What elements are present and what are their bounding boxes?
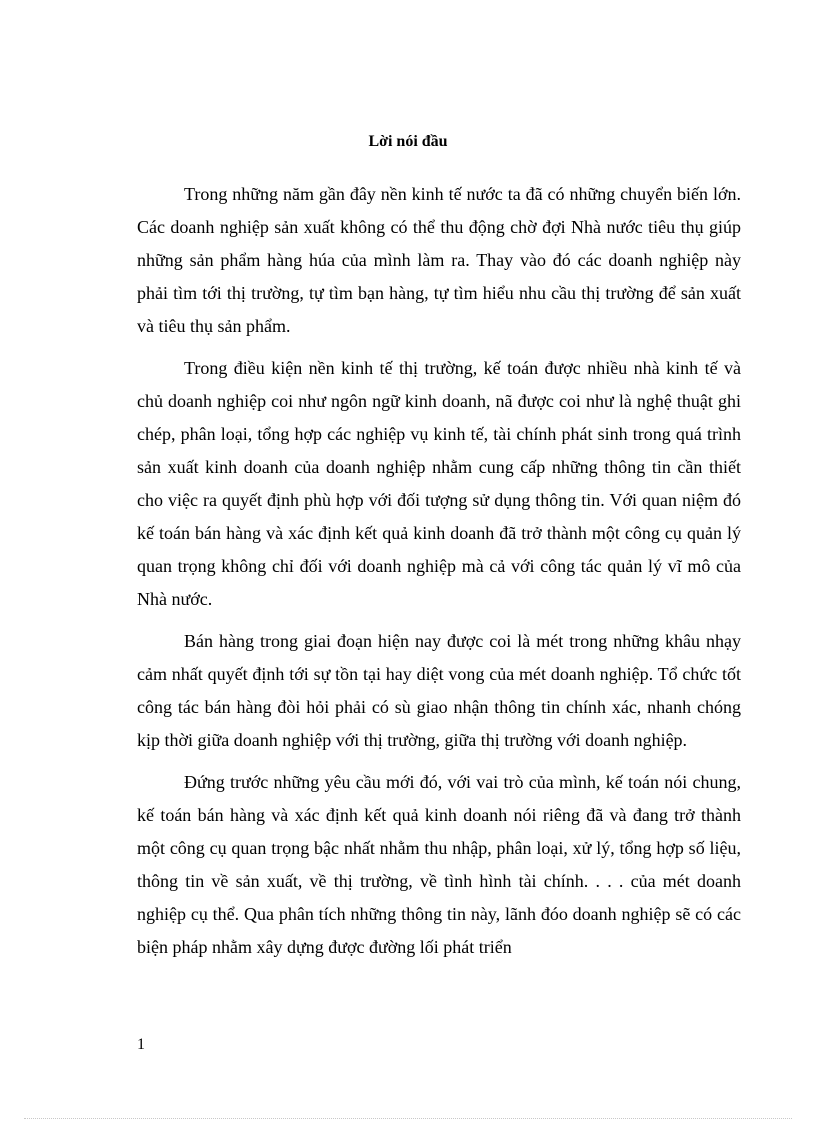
paragraph: Trong những năm gần đây nền kinh tế nước ta đã có những chuyển biến lớn. Các doanh nghiệp sản xuất không có thể thu động chờ đợi Nhà nước tiêu thụ giúp những sản phẩm hàng húa của mình làm ra. Thay vào đó các doanh nghiệp này phải tìm tới thị trường, tự tìm bạn hàng, tự tìm hiểu nhu cầu thị trường để sản xuất và tiêu thụ sản phẩm. [137,184,741,336]
paragraph: Bán hàng trong giai đoạn hiện nay được coi là mét trong những khâu nhạy cảm nhất quyết định tới sự tồn tại hay diệt vong của mét doanh nghiệp. Tổ chức tốt công tác bán hàng đòi hỏi phải có sù giao nhận thông tin chính xác, nhanh chóng kịp thời giữa doanh nghiệp với thị trường, giữa thị trường với doanh nghiệp. [137,631,741,750]
paragraph: Trong điều kiện nền kinh tế thị trường, kế toán được nhiều nhà kinh tế và chủ doanh nghiệp coi như ngôn ngữ kinh doanh, nã được coi như là nghệ thuật ghi chép, phân loại, tổng hợp các nghiệp vụ kinh tế, tài chính phát sinh trong quá trình sản xuất kinh doanh của doanh nghiệp nhằm cung cấp những thông tin cần thiết cho việc ra quyết định phù hợp với đối tượng sử dụng thông tin. Với quan niệm đó kế toán bán hàng và xác định kết quả kinh doanh đã trở thành một công cụ quản lý quan trọng không chỉ đối với doanh nghiệp mà cả với công tác quản lý vĩ mô của Nhà nước. [137,358,741,609]
paragraph: Đứng trước những yêu cầu mới đó, với vai trò của mình, kế toán nói chung, kế toán bán hàng và xác định kết quả kinh doanh nói riêng đã và đang trở thành một công cụ quan trọng bậc nhất nhằm thu nhập, phân loại, xử lý, tổng hợp số liệu, thông tin về sản xuất, về thị trường, về tình hình tài chính. . . . của mét doanh nghiệp cụ thể. Qua phân tích những thông tin này, lãnh đóo doanh nghiệp sẽ có các biện pháp nhằm xây dựng được đường lối phát triển [137,772,741,957]
document-body [137,178,741,973]
page-number: 1 [137,1036,145,1053]
page-bottom-border [24,1118,792,1119]
document-title: Lời nói đầu [368,133,448,150]
